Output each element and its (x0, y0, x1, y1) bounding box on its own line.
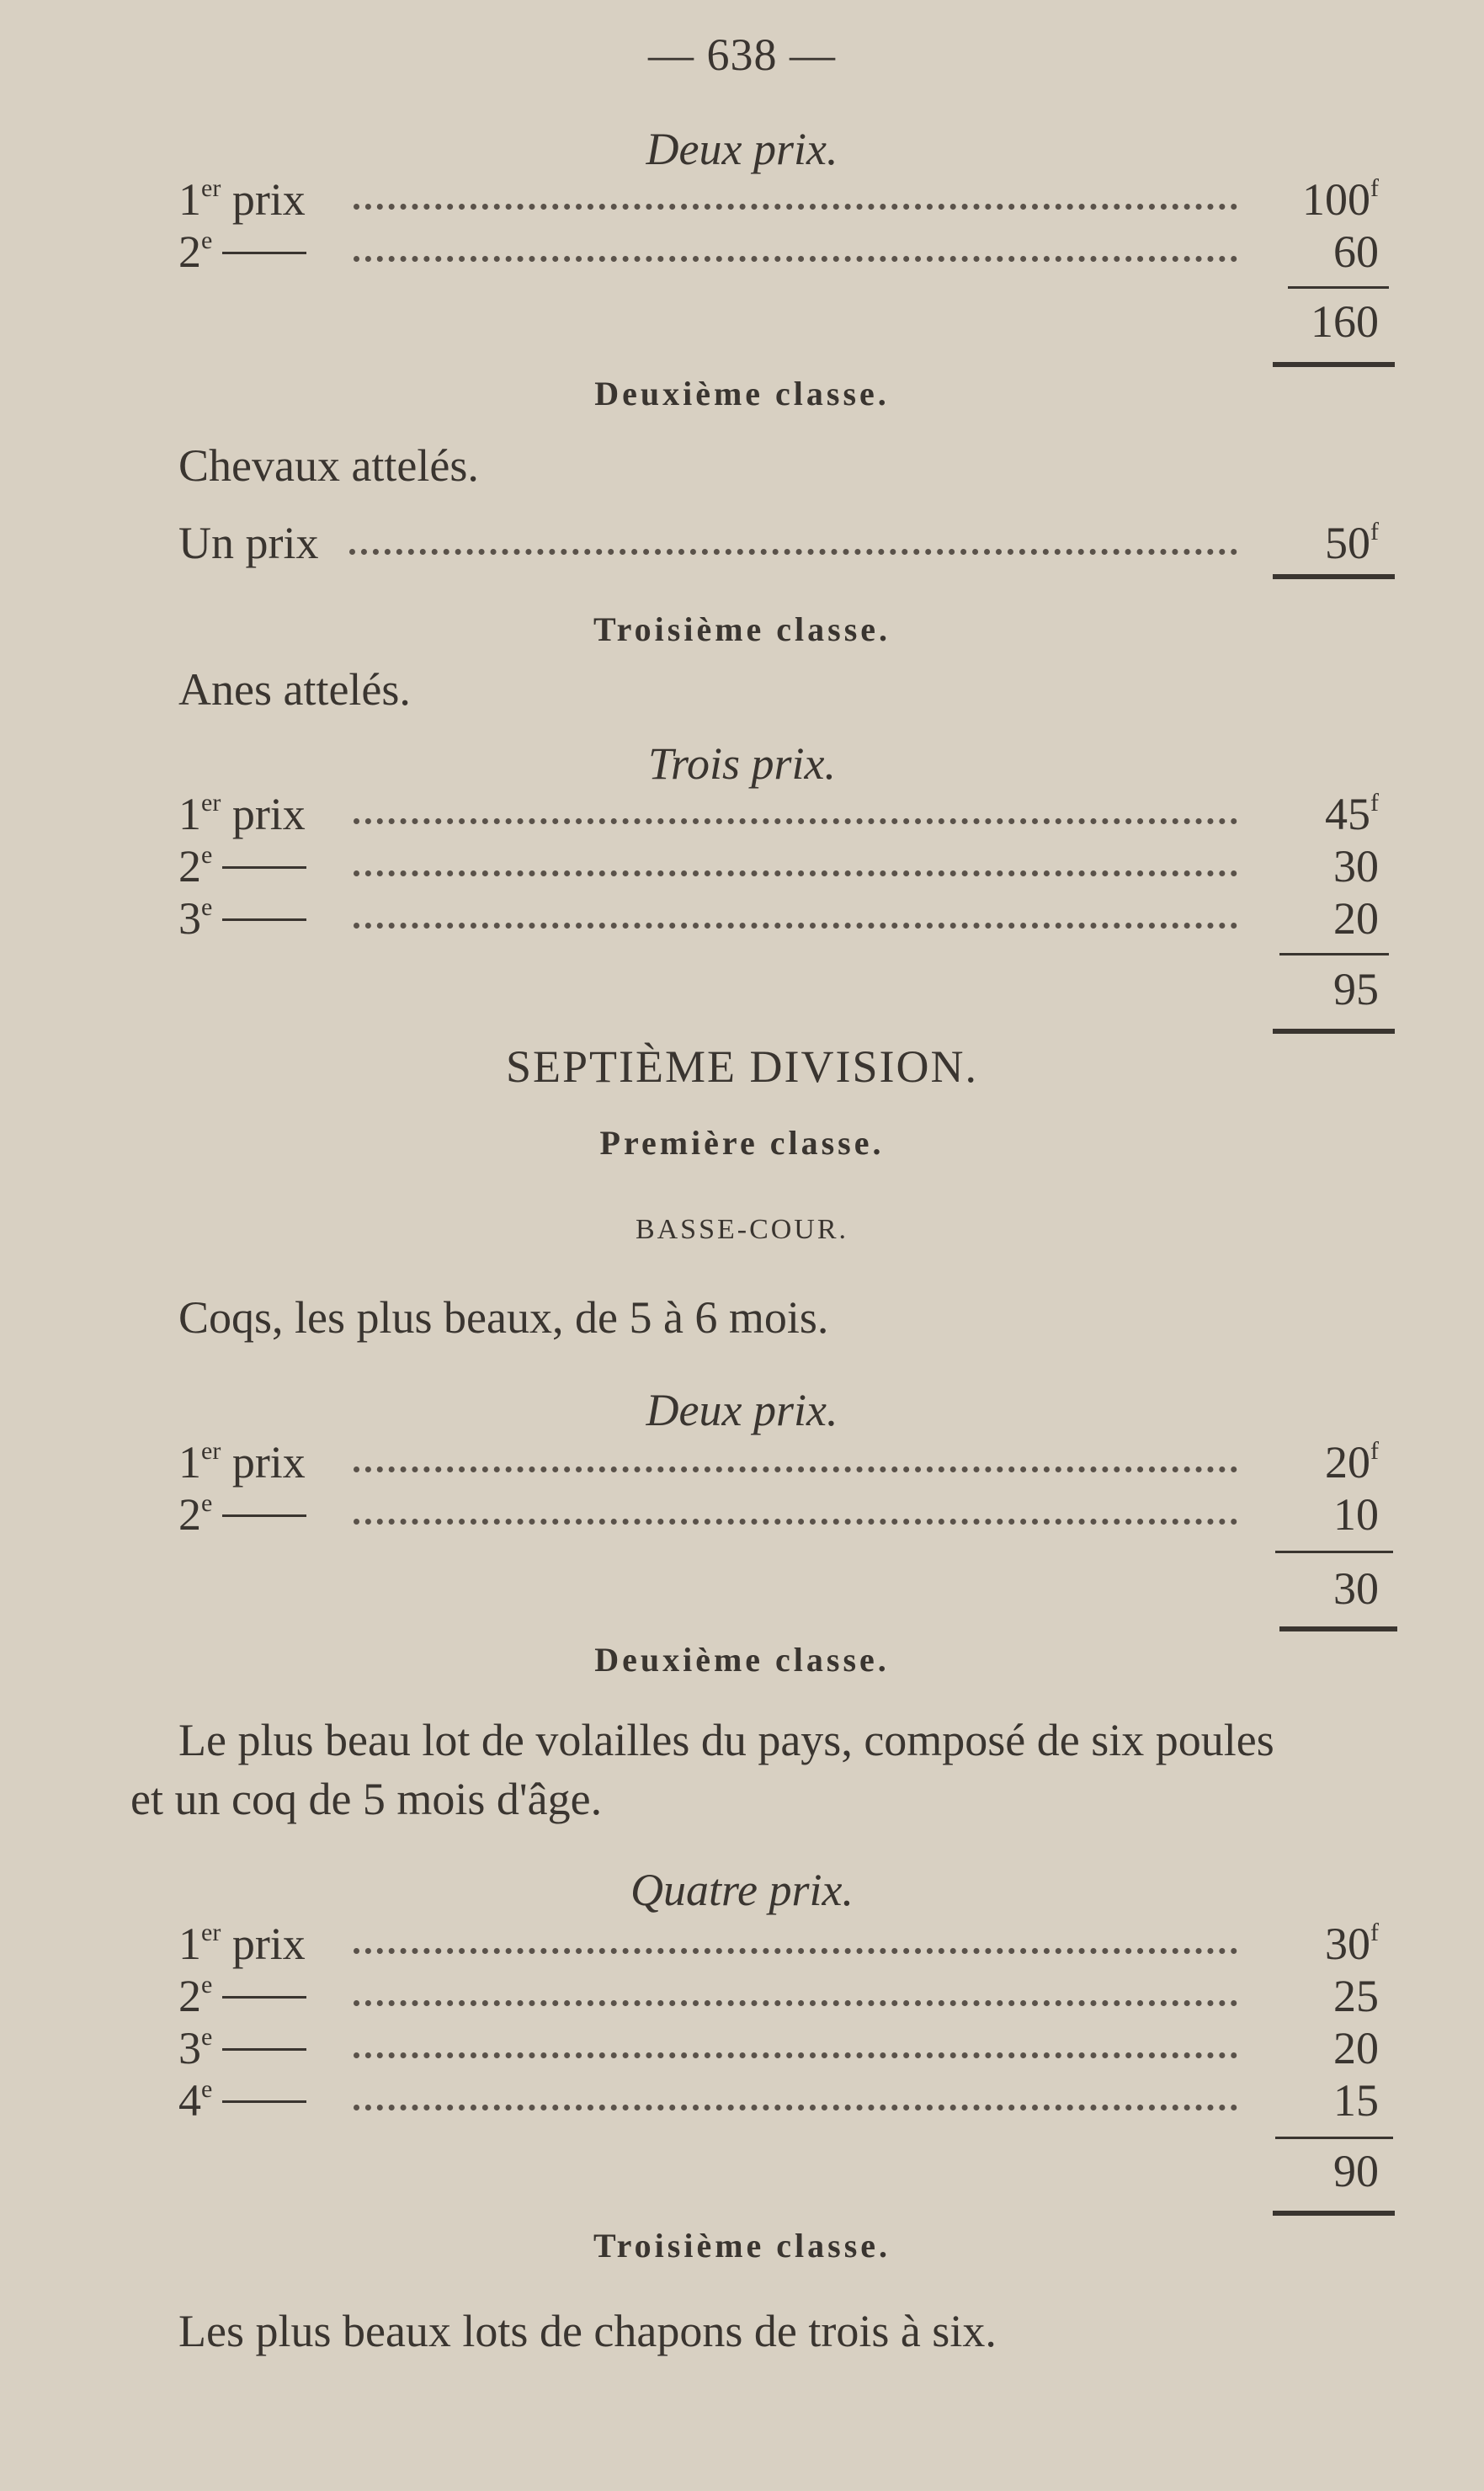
prize-row-label: 1er prix (178, 789, 306, 839)
page-number: — 638 — (648, 29, 836, 80)
category-heading: BASSE-COUR. (635, 1214, 849, 1245)
prize-row-label: 3e (178, 896, 306, 941)
section-rule (1273, 2211, 1395, 2216)
subheading-trois-prix: Trois prix. (647, 738, 837, 789)
dot-leader (354, 1940, 1237, 1954)
sum-rule (1275, 2137, 1393, 2139)
class-heading: Deuxième classe. (594, 1641, 890, 1679)
prize-amount: 20 (1333, 893, 1379, 944)
prize-amount: 20 (1333, 2023, 1379, 2073)
division-heading: SEPTIÈME DIVISION. (506, 1041, 978, 1092)
prize-row-label: 1er prix (178, 1437, 306, 1488)
class-description: Coqs, les plus beaux, de 5 à 6 mois. (178, 1292, 829, 1343)
prize-amount: 20$^f$ (1325, 1437, 1379, 1488)
dot-leader (354, 1992, 1237, 2006)
class-heading: Troisième classe. (593, 2227, 891, 2265)
sum-rule (1275, 1551, 1393, 1553)
prize-row-label: 1er prix (178, 1919, 306, 1969)
class-description-line: et un coq de 5 mois d'âge. (130, 1774, 603, 1824)
dot-leader (354, 1458, 1237, 1472)
prize-total: 30 (1333, 1563, 1379, 1614)
class-heading: Deuxième classe. (594, 375, 890, 413)
sum-rule (1288, 286, 1389, 289)
dot-leader (349, 540, 1237, 555)
class-description: Chevaux attelés. (178, 440, 479, 491)
dot-leader (354, 195, 1237, 210)
section-rule (1279, 1626, 1397, 1631)
subheading-deux-prix: Deux prix. (646, 1385, 838, 1435)
dot-leader (354, 862, 1237, 876)
sum-rule (1279, 953, 1389, 955)
dot-leader (354, 810, 1237, 824)
prize-row-label: Un prix (178, 518, 319, 568)
prize-amount: 25 (1333, 1971, 1379, 2021)
prize-row-label: 4e (178, 2078, 306, 2123)
prize-amount: 60 (1333, 226, 1379, 277)
dot-leader (354, 2096, 1237, 2110)
class-description: Anes attelés. (178, 664, 411, 715)
dot-leader (354, 914, 1237, 929)
class-description-line: Le plus beau lot de volailles du pays, composé de six poules (178, 1715, 1274, 1765)
prize-amount: 100$^f$ (1302, 174, 1379, 225)
prize-row-label: 2e (178, 229, 306, 274)
class-heading: Première classe. (599, 1124, 885, 1162)
prize-row-label: 3e (178, 2025, 306, 2071)
prize-total: 90 (1333, 2146, 1379, 2196)
class-heading: Troisième classe. (593, 610, 891, 648)
dot-leader (354, 248, 1237, 262)
prize-amount: 10 (1333, 1489, 1379, 1540)
prize-total: 160 (1311, 296, 1379, 347)
dot-leader (354, 1510, 1237, 1525)
prize-amount: 15 (1333, 2075, 1379, 2126)
prize-amount: 30 (1333, 841, 1379, 892)
prize-amount: 30$^f$ (1325, 1919, 1379, 1969)
section-rule (1273, 574, 1395, 579)
dot-leader (354, 2044, 1237, 2058)
prize-amount: 45$^f$ (1325, 789, 1379, 839)
prize-row-label: 2e (178, 844, 306, 889)
prize-total: 95 (1333, 964, 1379, 1014)
subheading-deux-prix: Deux prix. (646, 124, 838, 174)
prize-amount: 50$^f$ (1325, 518, 1379, 568)
prize-row-label: 2e (178, 1973, 306, 2019)
subheading-quatre-prix: Quatre prix. (630, 1865, 854, 1915)
class-description: Les plus beaux lots de chapons de trois à six. (178, 2306, 997, 2356)
prize-row-label: 2e (178, 1492, 306, 1537)
prize-row-label: 1er prix (178, 174, 306, 225)
section-rule (1273, 1029, 1395, 1034)
section-rule (1273, 362, 1395, 367)
